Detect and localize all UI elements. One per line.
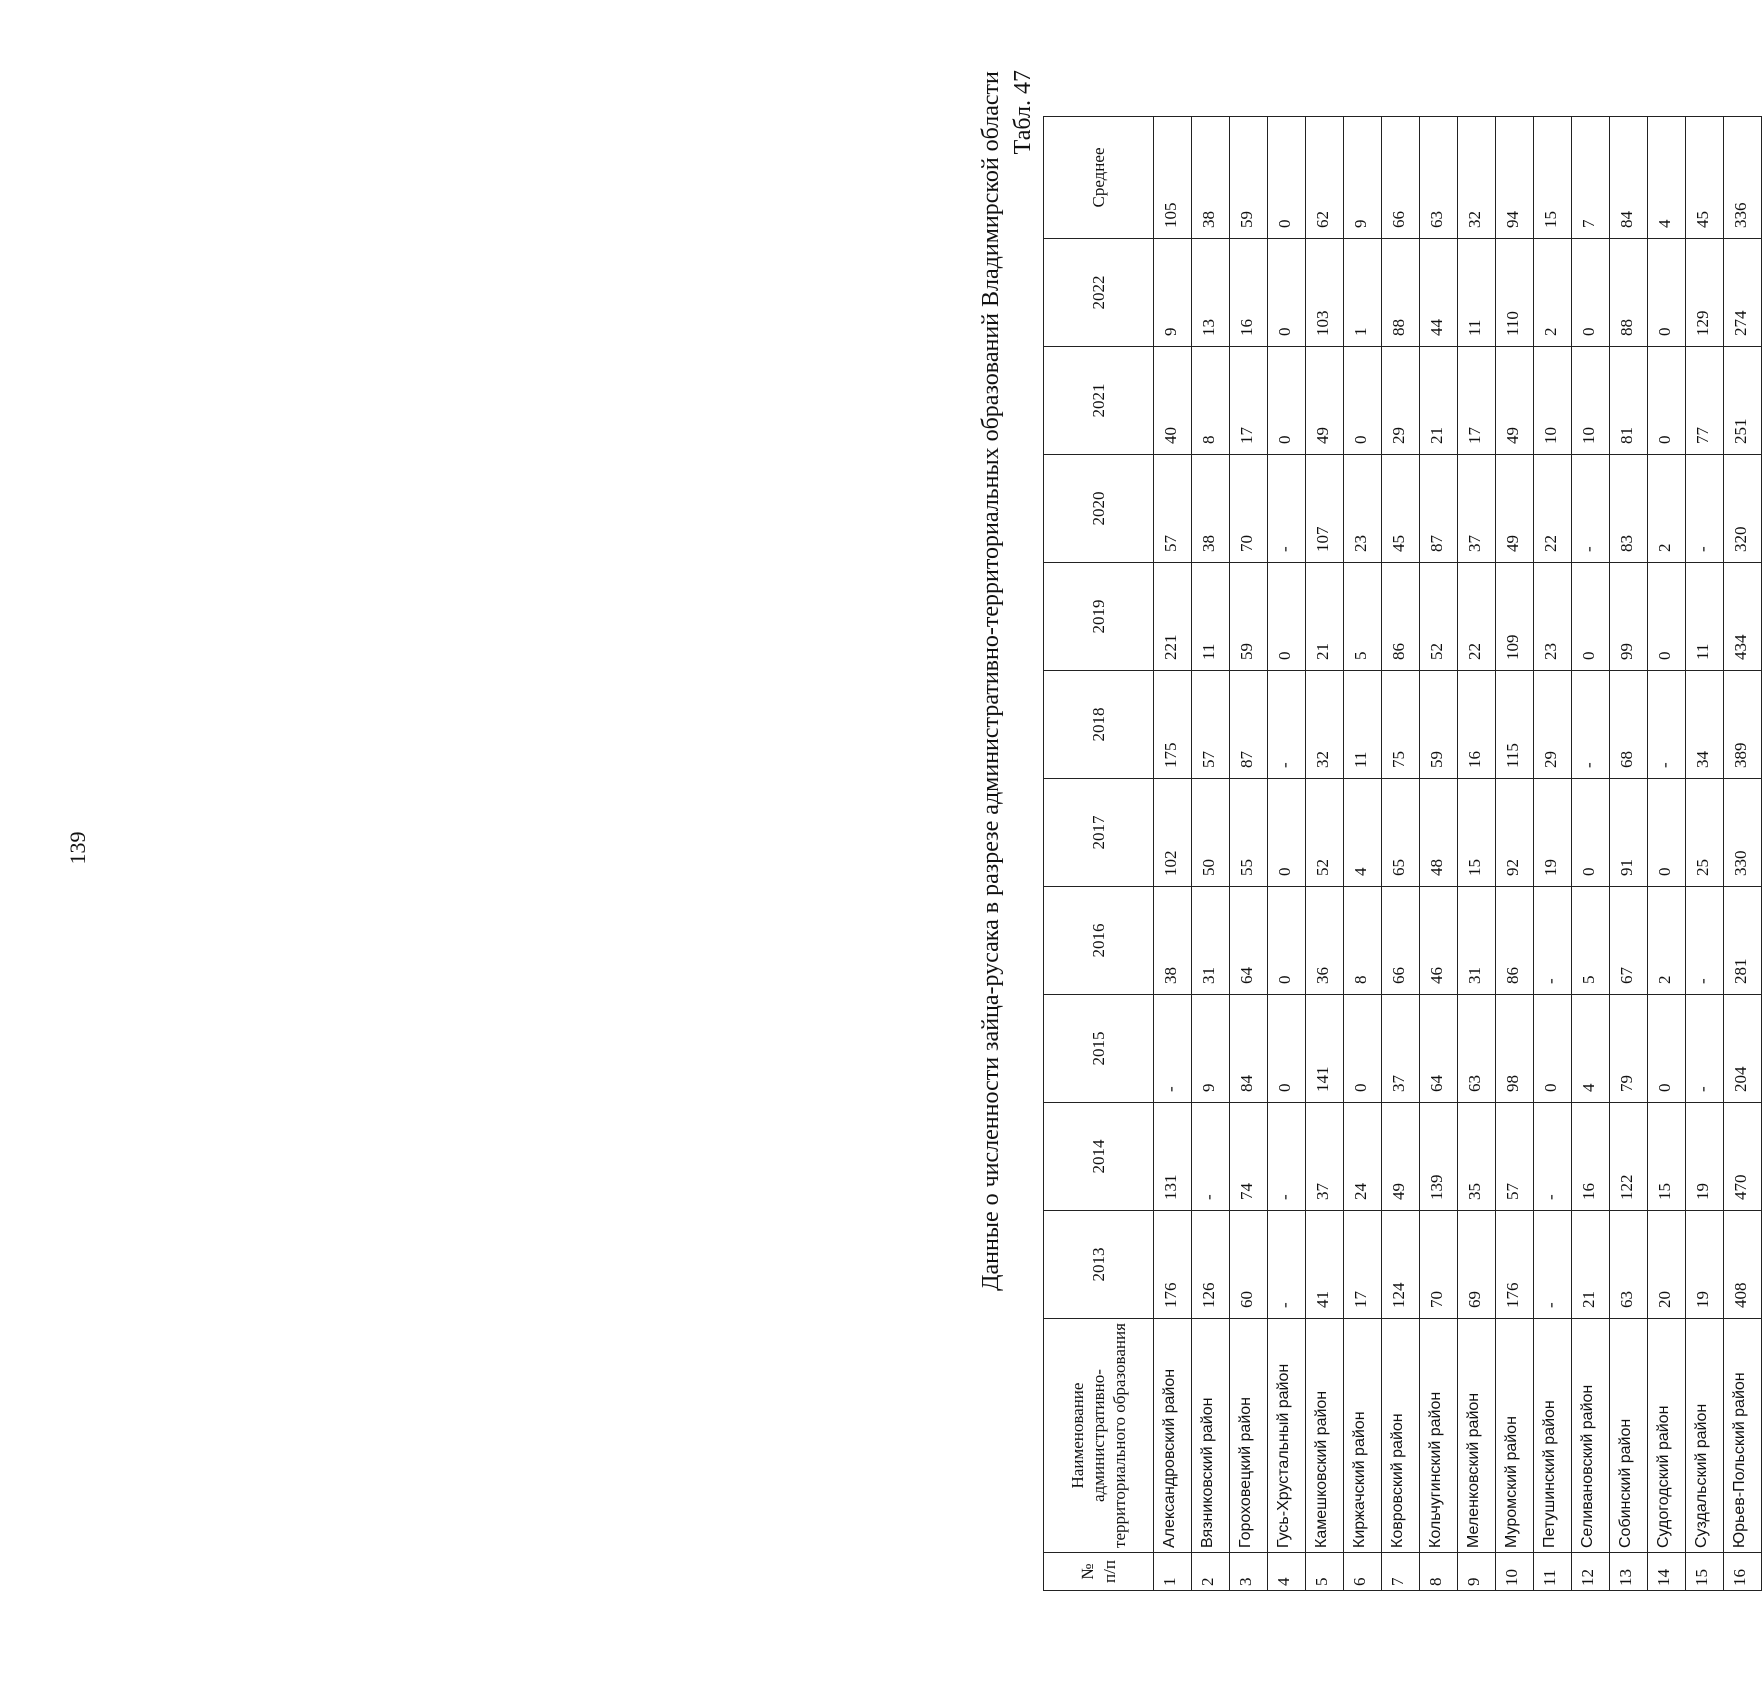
year-value: 2	[1534, 239, 1572, 347]
year-value: 79	[1610, 995, 1648, 1103]
row-number: 1	[1154, 1553, 1192, 1591]
row-number: 14	[1648, 1553, 1686, 1591]
row-number: 6	[1344, 1553, 1382, 1591]
average-value: 105	[1154, 117, 1192, 239]
year-value: 126	[1192, 1211, 1230, 1319]
year-value: 70	[1230, 455, 1268, 563]
year-value: 0	[1268, 995, 1306, 1103]
year-value: 0	[1572, 239, 1610, 347]
year-value: 37	[1458, 455, 1496, 563]
district-name: Юрьев-Польский район	[1724, 1319, 1762, 1553]
year-value: 8	[1344, 887, 1382, 995]
row-number: 7	[1382, 1553, 1420, 1591]
year-value: 4	[1572, 995, 1610, 1103]
year-value: 274	[1724, 239, 1762, 347]
population-table	[1043, 116, 1762, 1591]
row-number: 16	[1724, 1553, 1762, 1591]
year-value: 11	[1686, 563, 1724, 671]
year-value: 63	[1458, 995, 1496, 1103]
header-year: 2013	[1044, 1211, 1154, 1319]
year-value: 109	[1496, 563, 1534, 671]
year-value: -	[1268, 455, 1306, 563]
year-value: 24	[1344, 1103, 1382, 1211]
table-row	[1382, 117, 1420, 1591]
year-value: 48	[1420, 779, 1458, 887]
year-value: 87	[1230, 671, 1268, 779]
year-value: 0	[1268, 887, 1306, 995]
year-value: 32	[1306, 671, 1344, 779]
year-value: 4	[1344, 779, 1382, 887]
year-value: 17	[1344, 1211, 1382, 1319]
year-value: 470	[1724, 1103, 1762, 1211]
year-value: -	[1686, 887, 1724, 995]
average-value: 94	[1496, 117, 1534, 239]
year-value: 131	[1154, 1103, 1192, 1211]
header-year: 2019	[1044, 563, 1154, 671]
average-value: 84	[1610, 117, 1648, 239]
row-number: 10	[1496, 1553, 1534, 1591]
table-row	[1192, 117, 1230, 1591]
year-value: 38	[1192, 455, 1230, 563]
year-value: 77	[1686, 347, 1724, 455]
row-number: 4	[1268, 1553, 1306, 1591]
year-value: 0	[1344, 347, 1382, 455]
district-name: Судогодский район	[1648, 1319, 1686, 1553]
year-value: 0	[1648, 779, 1686, 887]
year-value: 330	[1724, 779, 1762, 887]
row-number: 3	[1230, 1553, 1268, 1591]
year-value: 0	[1268, 347, 1306, 455]
year-value: 31	[1192, 887, 1230, 995]
year-value: 0	[1268, 563, 1306, 671]
year-value: 23	[1344, 455, 1382, 563]
district-name: Александровский район	[1154, 1319, 1192, 1553]
year-value: 74	[1230, 1103, 1268, 1211]
year-value: 408	[1724, 1211, 1762, 1319]
year-value: 0	[1268, 239, 1306, 347]
year-value: 49	[1382, 1103, 1420, 1211]
year-value: 11	[1192, 563, 1230, 671]
year-value: 21	[1572, 1211, 1610, 1319]
year-value: 37	[1382, 995, 1420, 1103]
year-value: 34	[1686, 671, 1724, 779]
header-year: 2015	[1044, 995, 1154, 1103]
year-value: 40	[1154, 347, 1192, 455]
year-value: 49	[1306, 347, 1344, 455]
district-name: Камешковский район	[1306, 1319, 1344, 1553]
year-value: 20	[1648, 1211, 1686, 1319]
table-caption: Данные о численности зайца-русака в разрезе административно-территориальных образований Владимирской области	[978, 71, 1004, 1291]
table-row	[1306, 117, 1344, 1591]
year-value: 175	[1154, 671, 1192, 779]
year-value: 102	[1154, 779, 1192, 887]
year-value: 11	[1344, 671, 1382, 779]
year-value: 57	[1192, 671, 1230, 779]
row-number: 9	[1458, 1553, 1496, 1591]
district-name: Киржачский район	[1344, 1319, 1382, 1553]
year-value: 5	[1344, 563, 1382, 671]
row-number: 12	[1572, 1553, 1610, 1591]
year-value: 0	[1268, 779, 1306, 887]
year-value: 69	[1458, 1211, 1496, 1319]
table-row	[1534, 117, 1572, 1591]
year-value: -	[1686, 995, 1724, 1103]
year-value: 16	[1458, 671, 1496, 779]
year-value: 434	[1724, 563, 1762, 671]
year-value: 389	[1724, 671, 1762, 779]
year-value: 0	[1572, 779, 1610, 887]
average-value: 32	[1458, 117, 1496, 239]
table-row	[1610, 117, 1648, 1591]
average-value: 59	[1230, 117, 1268, 239]
year-value: 281	[1724, 887, 1762, 995]
year-value: 0	[1648, 563, 1686, 671]
year-value: 0	[1344, 995, 1382, 1103]
average-value: 38	[1192, 117, 1230, 239]
year-value: 122	[1610, 1103, 1648, 1211]
year-value: 107	[1306, 455, 1344, 563]
year-value: -	[1572, 455, 1610, 563]
year-value: 1	[1344, 239, 1382, 347]
year-value: 65	[1382, 779, 1420, 887]
year-value: -	[1268, 671, 1306, 779]
year-value: 91	[1610, 779, 1648, 887]
year-value: 52	[1420, 563, 1458, 671]
year-value: 86	[1496, 887, 1534, 995]
average-value: 4	[1648, 117, 1686, 239]
year-value: 86	[1382, 563, 1420, 671]
year-value: 21	[1420, 347, 1458, 455]
year-value: 66	[1382, 887, 1420, 995]
row-number: 13	[1610, 1553, 1648, 1591]
year-value: 5	[1572, 887, 1610, 995]
year-value: 49	[1496, 455, 1534, 563]
year-value: 46	[1420, 887, 1458, 995]
year-value: -	[1268, 1103, 1306, 1211]
header-year: 2021	[1044, 347, 1154, 455]
table-row	[1724, 117, 1762, 1591]
year-value: 320	[1724, 455, 1762, 563]
district-name: Собинский район	[1610, 1319, 1648, 1553]
header-year: 2020	[1044, 455, 1154, 563]
year-value: 124	[1382, 1211, 1420, 1319]
year-value: 37	[1306, 1103, 1344, 1211]
year-value: 83	[1610, 455, 1648, 563]
year-value: 44	[1420, 239, 1458, 347]
year-value: 176	[1496, 1211, 1534, 1319]
year-value: 59	[1230, 563, 1268, 671]
year-value: 9	[1154, 239, 1192, 347]
year-value: 23	[1534, 563, 1572, 671]
year-value: 38	[1154, 887, 1192, 995]
table-number: Табл. 47	[1010, 70, 1036, 155]
average-value: 66	[1382, 117, 1420, 239]
average-value: 45	[1686, 117, 1724, 239]
year-value: 64	[1230, 887, 1268, 995]
year-value: 15	[1648, 1103, 1686, 1211]
average-value: 15	[1534, 117, 1572, 239]
year-value: -	[1572, 671, 1610, 779]
year-value: 221	[1154, 563, 1192, 671]
year-value: -	[1648, 671, 1686, 779]
district-name: Петушинский район	[1534, 1319, 1572, 1553]
year-value: -	[1154, 995, 1192, 1103]
year-value: 21	[1306, 563, 1344, 671]
row-number: 11	[1534, 1553, 1572, 1591]
year-value: 129	[1686, 239, 1724, 347]
average-value: 63	[1420, 117, 1458, 239]
district-name: Гороховецкий район	[1230, 1319, 1268, 1553]
district-name: Суздальский район	[1686, 1319, 1724, 1553]
year-value: -	[1534, 1103, 1572, 1211]
year-value: 25	[1686, 779, 1724, 887]
table-row	[1496, 117, 1534, 1591]
average-value: 62	[1306, 117, 1344, 239]
table-row	[1268, 117, 1306, 1591]
year-value: 92	[1496, 779, 1534, 887]
year-value: 17	[1230, 347, 1268, 455]
year-value: 88	[1382, 239, 1420, 347]
header-year: 2014	[1044, 1103, 1154, 1211]
year-value: 16	[1230, 239, 1268, 347]
year-value: 0	[1572, 563, 1610, 671]
table-row	[1230, 117, 1268, 1591]
header-average: Среднее	[1044, 117, 1154, 239]
year-value: 13	[1192, 239, 1230, 347]
average-value: 9	[1344, 117, 1382, 239]
year-value: 35	[1458, 1103, 1496, 1211]
year-value: 10	[1534, 347, 1572, 455]
header-year: 2016	[1044, 887, 1154, 995]
year-value: 19	[1686, 1103, 1724, 1211]
year-value: -	[1534, 887, 1572, 995]
year-value: -	[1268, 1211, 1306, 1319]
district-name: Меленковский район	[1458, 1319, 1496, 1553]
year-value: 22	[1534, 455, 1572, 563]
year-value: 84	[1230, 995, 1268, 1103]
year-value: 141	[1306, 995, 1344, 1103]
year-value: 19	[1534, 779, 1572, 887]
table-container	[1043, 116, 1762, 1591]
year-value: 81	[1610, 347, 1648, 455]
table-row	[1344, 117, 1382, 1591]
year-value: 11	[1458, 239, 1496, 347]
table-row	[1686, 117, 1724, 1591]
year-value: 115	[1496, 671, 1534, 779]
year-value: 29	[1382, 347, 1420, 455]
district-name: Гусь-Хрустальный район	[1268, 1319, 1306, 1553]
year-value: 10	[1572, 347, 1610, 455]
district-name: Муромский район	[1496, 1319, 1534, 1553]
district-name: Вязниковский район	[1192, 1319, 1230, 1553]
district-name: Ковровский район	[1382, 1319, 1420, 1553]
header-num: № п/п	[1044, 1553, 1154, 1591]
year-value: 31	[1458, 887, 1496, 995]
row-number: 8	[1420, 1553, 1458, 1591]
year-value: 50	[1192, 779, 1230, 887]
year-value: 57	[1154, 455, 1192, 563]
year-value: 2	[1648, 887, 1686, 995]
year-value: 41	[1306, 1211, 1344, 1319]
table-row	[1458, 117, 1496, 1591]
average-value: 0	[1268, 117, 1306, 239]
year-value: -	[1192, 1103, 1230, 1211]
table-row	[1154, 117, 1192, 1591]
year-value: 110	[1496, 239, 1534, 347]
row-number: 5	[1306, 1553, 1344, 1591]
year-value: 251	[1724, 347, 1762, 455]
row-number: 15	[1686, 1553, 1724, 1591]
header-year: 2018	[1044, 671, 1154, 779]
year-value: 59	[1420, 671, 1458, 779]
year-value: 139	[1420, 1103, 1458, 1211]
table-row	[1420, 117, 1458, 1591]
year-value: 49	[1496, 347, 1534, 455]
table-row	[1572, 117, 1610, 1591]
header-year: 2022	[1044, 239, 1154, 347]
year-value: 0	[1648, 347, 1686, 455]
year-value: 36	[1306, 887, 1344, 995]
year-value: 55	[1230, 779, 1268, 887]
district-name: Селивановский район	[1572, 1319, 1610, 1553]
page-number: 139	[65, 831, 90, 865]
year-value: 22	[1458, 563, 1496, 671]
average-value: 336	[1724, 117, 1762, 239]
year-value: 99	[1610, 563, 1648, 671]
table-body	[1154, 117, 1762, 1591]
row-number: 2	[1192, 1553, 1230, 1591]
year-value: 88	[1610, 239, 1648, 347]
table-row	[1648, 117, 1686, 1591]
district-name: Кольчугинский район	[1420, 1319, 1458, 1553]
year-value: 17	[1458, 347, 1496, 455]
year-value: 204	[1724, 995, 1762, 1103]
header-year: 2017	[1044, 779, 1154, 887]
year-value: 52	[1306, 779, 1344, 887]
year-value: -	[1686, 455, 1724, 563]
year-value: 75	[1382, 671, 1420, 779]
year-value: 9	[1192, 995, 1230, 1103]
year-value: 176	[1154, 1211, 1192, 1319]
table-header-row	[1044, 117, 1154, 1591]
year-value: -	[1534, 1211, 1572, 1319]
year-value: 29	[1534, 671, 1572, 779]
year-value: 8	[1192, 347, 1230, 455]
year-value: 67	[1610, 887, 1648, 995]
year-value: 45	[1382, 455, 1420, 563]
year-value: 60	[1230, 1211, 1268, 1319]
average-value: 7	[1572, 117, 1610, 239]
year-value: 0	[1648, 239, 1686, 347]
year-value: 98	[1496, 995, 1534, 1103]
year-value: 2	[1648, 455, 1686, 563]
year-value: 0	[1534, 995, 1572, 1103]
header-name: Наименование административно-территориального образования	[1044, 1319, 1154, 1553]
year-value: 0	[1648, 995, 1686, 1103]
year-value: 16	[1572, 1103, 1610, 1211]
year-value: 70	[1420, 1211, 1458, 1319]
year-value: 19	[1686, 1211, 1724, 1319]
year-value: 87	[1420, 455, 1458, 563]
year-value: 63	[1610, 1211, 1648, 1319]
year-value: 68	[1610, 671, 1648, 779]
year-value: 57	[1496, 1103, 1534, 1211]
year-value: 15	[1458, 779, 1496, 887]
year-value: 64	[1420, 995, 1458, 1103]
year-value: 103	[1306, 239, 1344, 347]
